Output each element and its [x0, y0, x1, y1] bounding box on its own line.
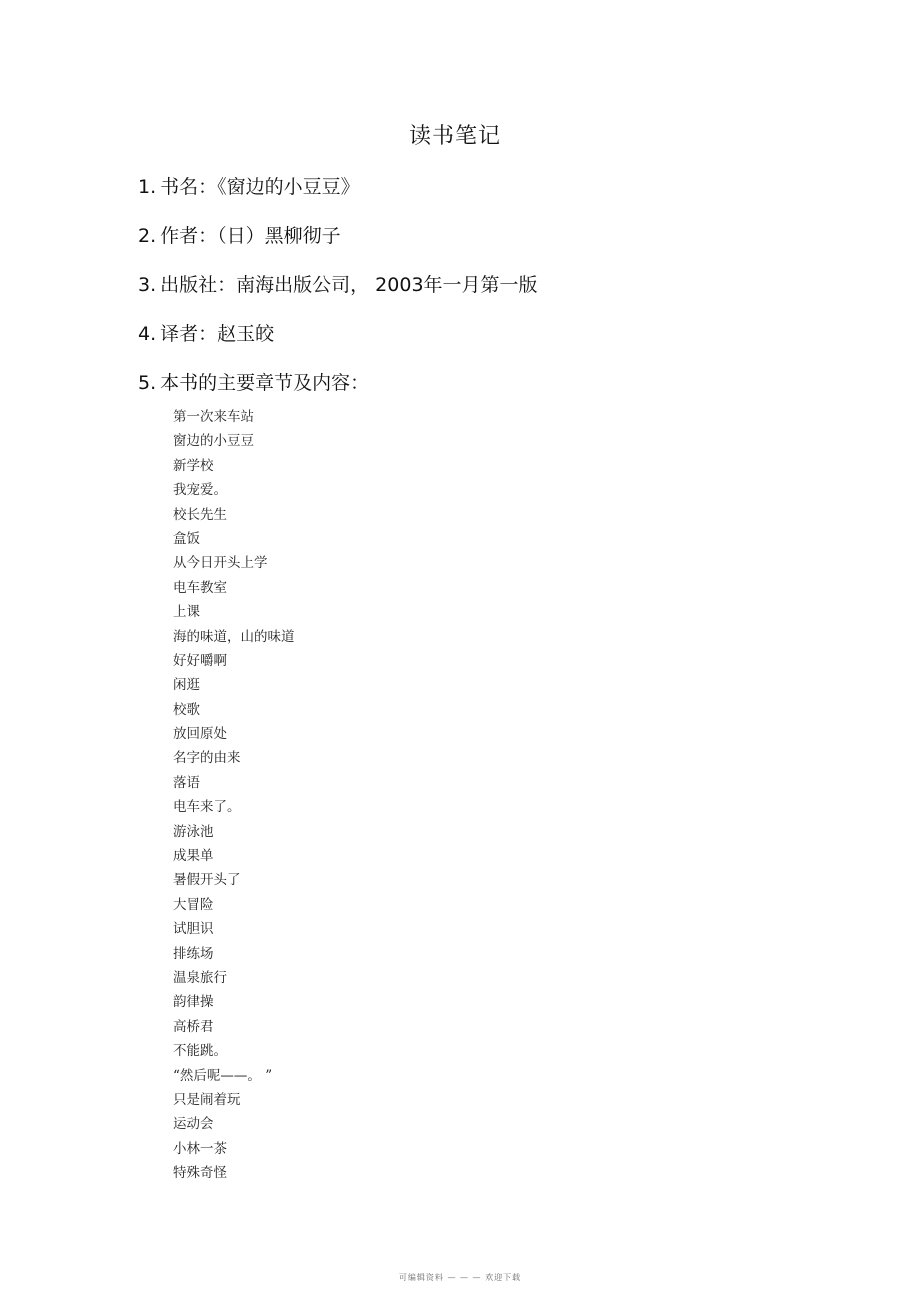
chapter-item: 不能跳。 [173, 1043, 227, 1060]
field-chapters-heading [138, 370, 369, 396]
chapter-item: 我宠爱。 [173, 482, 227, 499]
field-number: 5. [138, 372, 157, 394]
page-title: 读书笔记 [408, 124, 501, 149]
chapter-item: 放回原处 [173, 726, 227, 743]
chapter-item: 电车教室 [173, 579, 227, 596]
chapter-item: 上课 [173, 604, 200, 621]
chapter-item: 试胆识 [173, 921, 214, 938]
chapter-item: “然后呢——。 ” [173, 1067, 273, 1084]
chapter-item: 温泉旅行 [173, 969, 227, 986]
chapter-item: 窗边的小豆豆 [173, 433, 254, 450]
field-number: 2. [138, 225, 157, 247]
field-text: 译者：赵玉皎 [160, 323, 275, 345]
chapter-item: 新学校 [173, 457, 214, 474]
chapter-item: 电车来了。 [173, 799, 241, 816]
field-number: 3. [138, 274, 157, 296]
chapter-item: 闲逛 [173, 677, 200, 694]
chapter-item: 大冒险 [173, 896, 214, 913]
chapter-item: 排练场 [173, 945, 214, 962]
field-translator [138, 321, 274, 347]
field-text: 本书的主要章节及内容： [160, 372, 370, 394]
field-text: 出版社：南海出版公司， 2003年一月第一版 [160, 274, 538, 296]
chapter-item: 海的味道，山的味道 [173, 628, 295, 645]
field-number: 4. [138, 323, 157, 345]
chapter-item: 成果单 [173, 848, 214, 865]
chapter-item: 只是闹着玩 [173, 1091, 241, 1108]
field-book-name [138, 174, 360, 200]
field-text: 书名：《窗边的小豆豆》 [160, 176, 360, 198]
chapter-item: 第一次来车站 [173, 409, 254, 425]
field-number: 1. [138, 176, 157, 198]
chapter-item: 名字的由来 [173, 750, 241, 767]
chapter-item: 游泳池 [173, 823, 214, 840]
chapter-item: 校歌 [173, 701, 200, 718]
page-footer: 可编辑资料 — — — 欢迎下载 [398, 1273, 522, 1282]
chapter-item: 运动会 [173, 1116, 214, 1133]
chapter-item: 高桥君 [173, 1018, 214, 1035]
chapter-list [173, 405, 295, 1186]
field-text: 作者：（日）黑柳彻子 [160, 225, 341, 247]
chapter-item: 暑假开头了 [173, 872, 241, 889]
chapter-item: 校长先生 [173, 506, 227, 523]
chapter-item: 从今日开头上学 [173, 555, 268, 572]
chapter-item: 韵律操 [173, 994, 214, 1011]
field-publisher [138, 272, 538, 298]
chapter-item: 盒饭 [173, 530, 200, 547]
chapter-item: 小林一茶 [173, 1140, 227, 1157]
field-author [138, 223, 341, 249]
chapter-item: 落语 [173, 774, 200, 791]
chapter-item: 好好嚼啊 [173, 652, 227, 669]
chapter-item: 特殊奇怪 [173, 1165, 227, 1182]
